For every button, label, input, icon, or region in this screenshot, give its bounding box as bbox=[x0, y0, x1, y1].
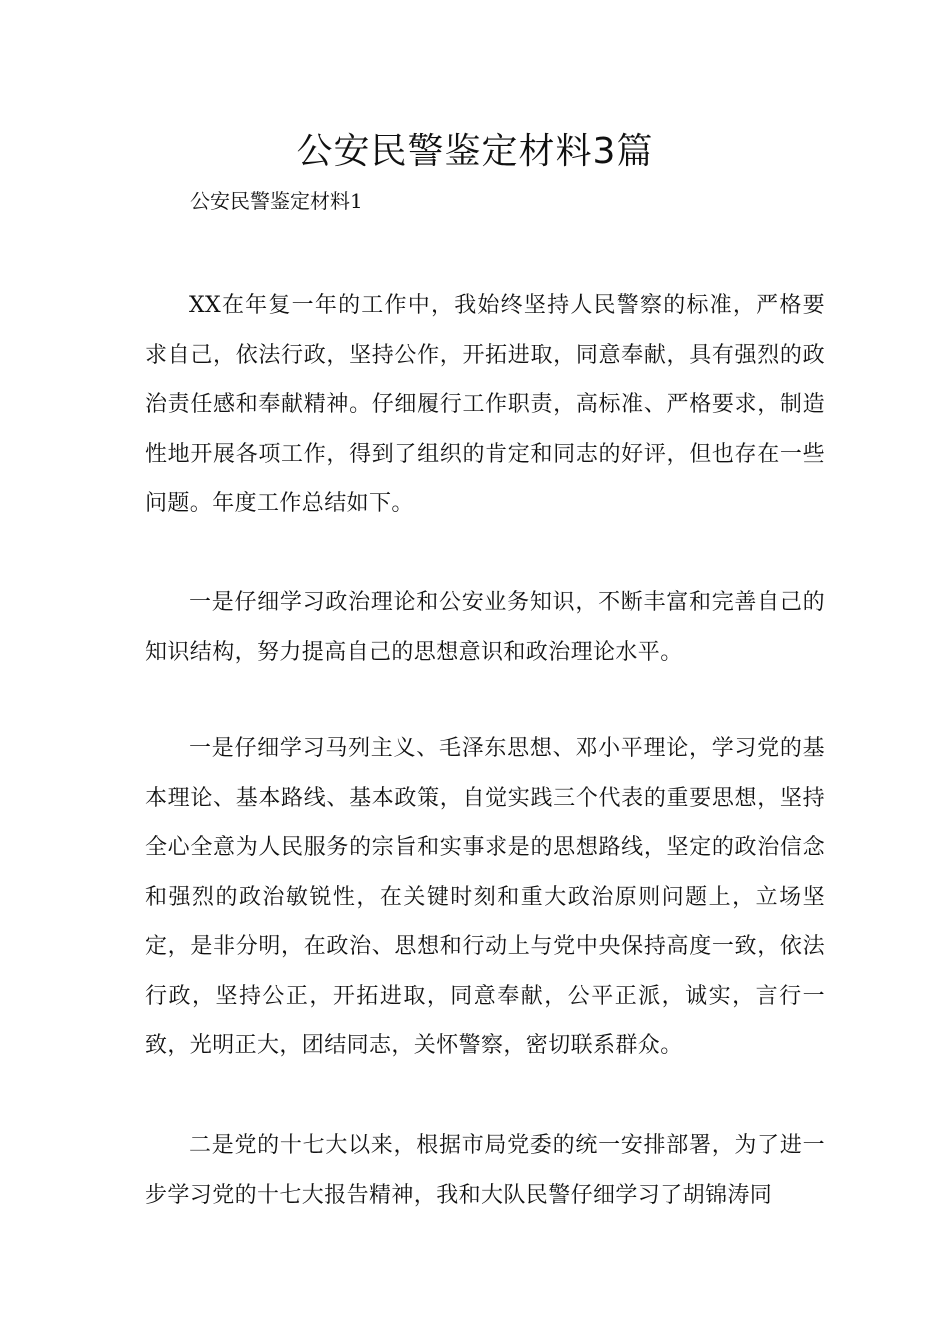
paragraph-1: XX在年复一年的工作中，我始终坚持人民警察的标准，严格要求自己，依法行政，坚持公作，开拓进取，同意奉献，具有强烈的政治责任感和奉献精神。仔细履行工作职责，高标准、严格要求，制造性地开展各项工作，得到了组织的肯定和同志的好评，但也存在一些问题。年度工作总结如下。 bbox=[145, 293, 825, 516]
document-title: 公安民警鉴定材料3篇 bbox=[296, 131, 654, 172]
paragraph-4: 二是党的十七大以来，根据市局党委的统一安排部署，为了进一步学习党的十七大报告精神，我和大队民警仔细学习了胡锦涛同 bbox=[145, 1133, 825, 1208]
paragraph-3: 一是仔细学习马列主义、毛泽东思想、邓小平理论，学习党的基本理论、基本路线、基本政策，自觉实践三个代表的重要思想，坚持全心全意为人民服务的宗旨和实事求是的思想路线，坚定的政治信念和强烈的政治敏锐性，在关键时刻和重大政治原则问题上，立场坚定，是非分明，在政治、思想和行动上与党中央保持高度一致，依法行政，坚持公正，开拓进取，同意奉献，公平正派，诚实，言行一致，光明正大，团结同志，关怀警察，密切联系群众。 bbox=[145, 736, 825, 1058]
section-subtitle: 公安民警鉴定材料1 bbox=[190, 189, 363, 213]
paragraph-2: 一是仔细学习政治理论和公安业务知识，不断丰富和完善自己的知识结构，努力提高自己的思想意识和政治理论水平。 bbox=[145, 590, 825, 665]
